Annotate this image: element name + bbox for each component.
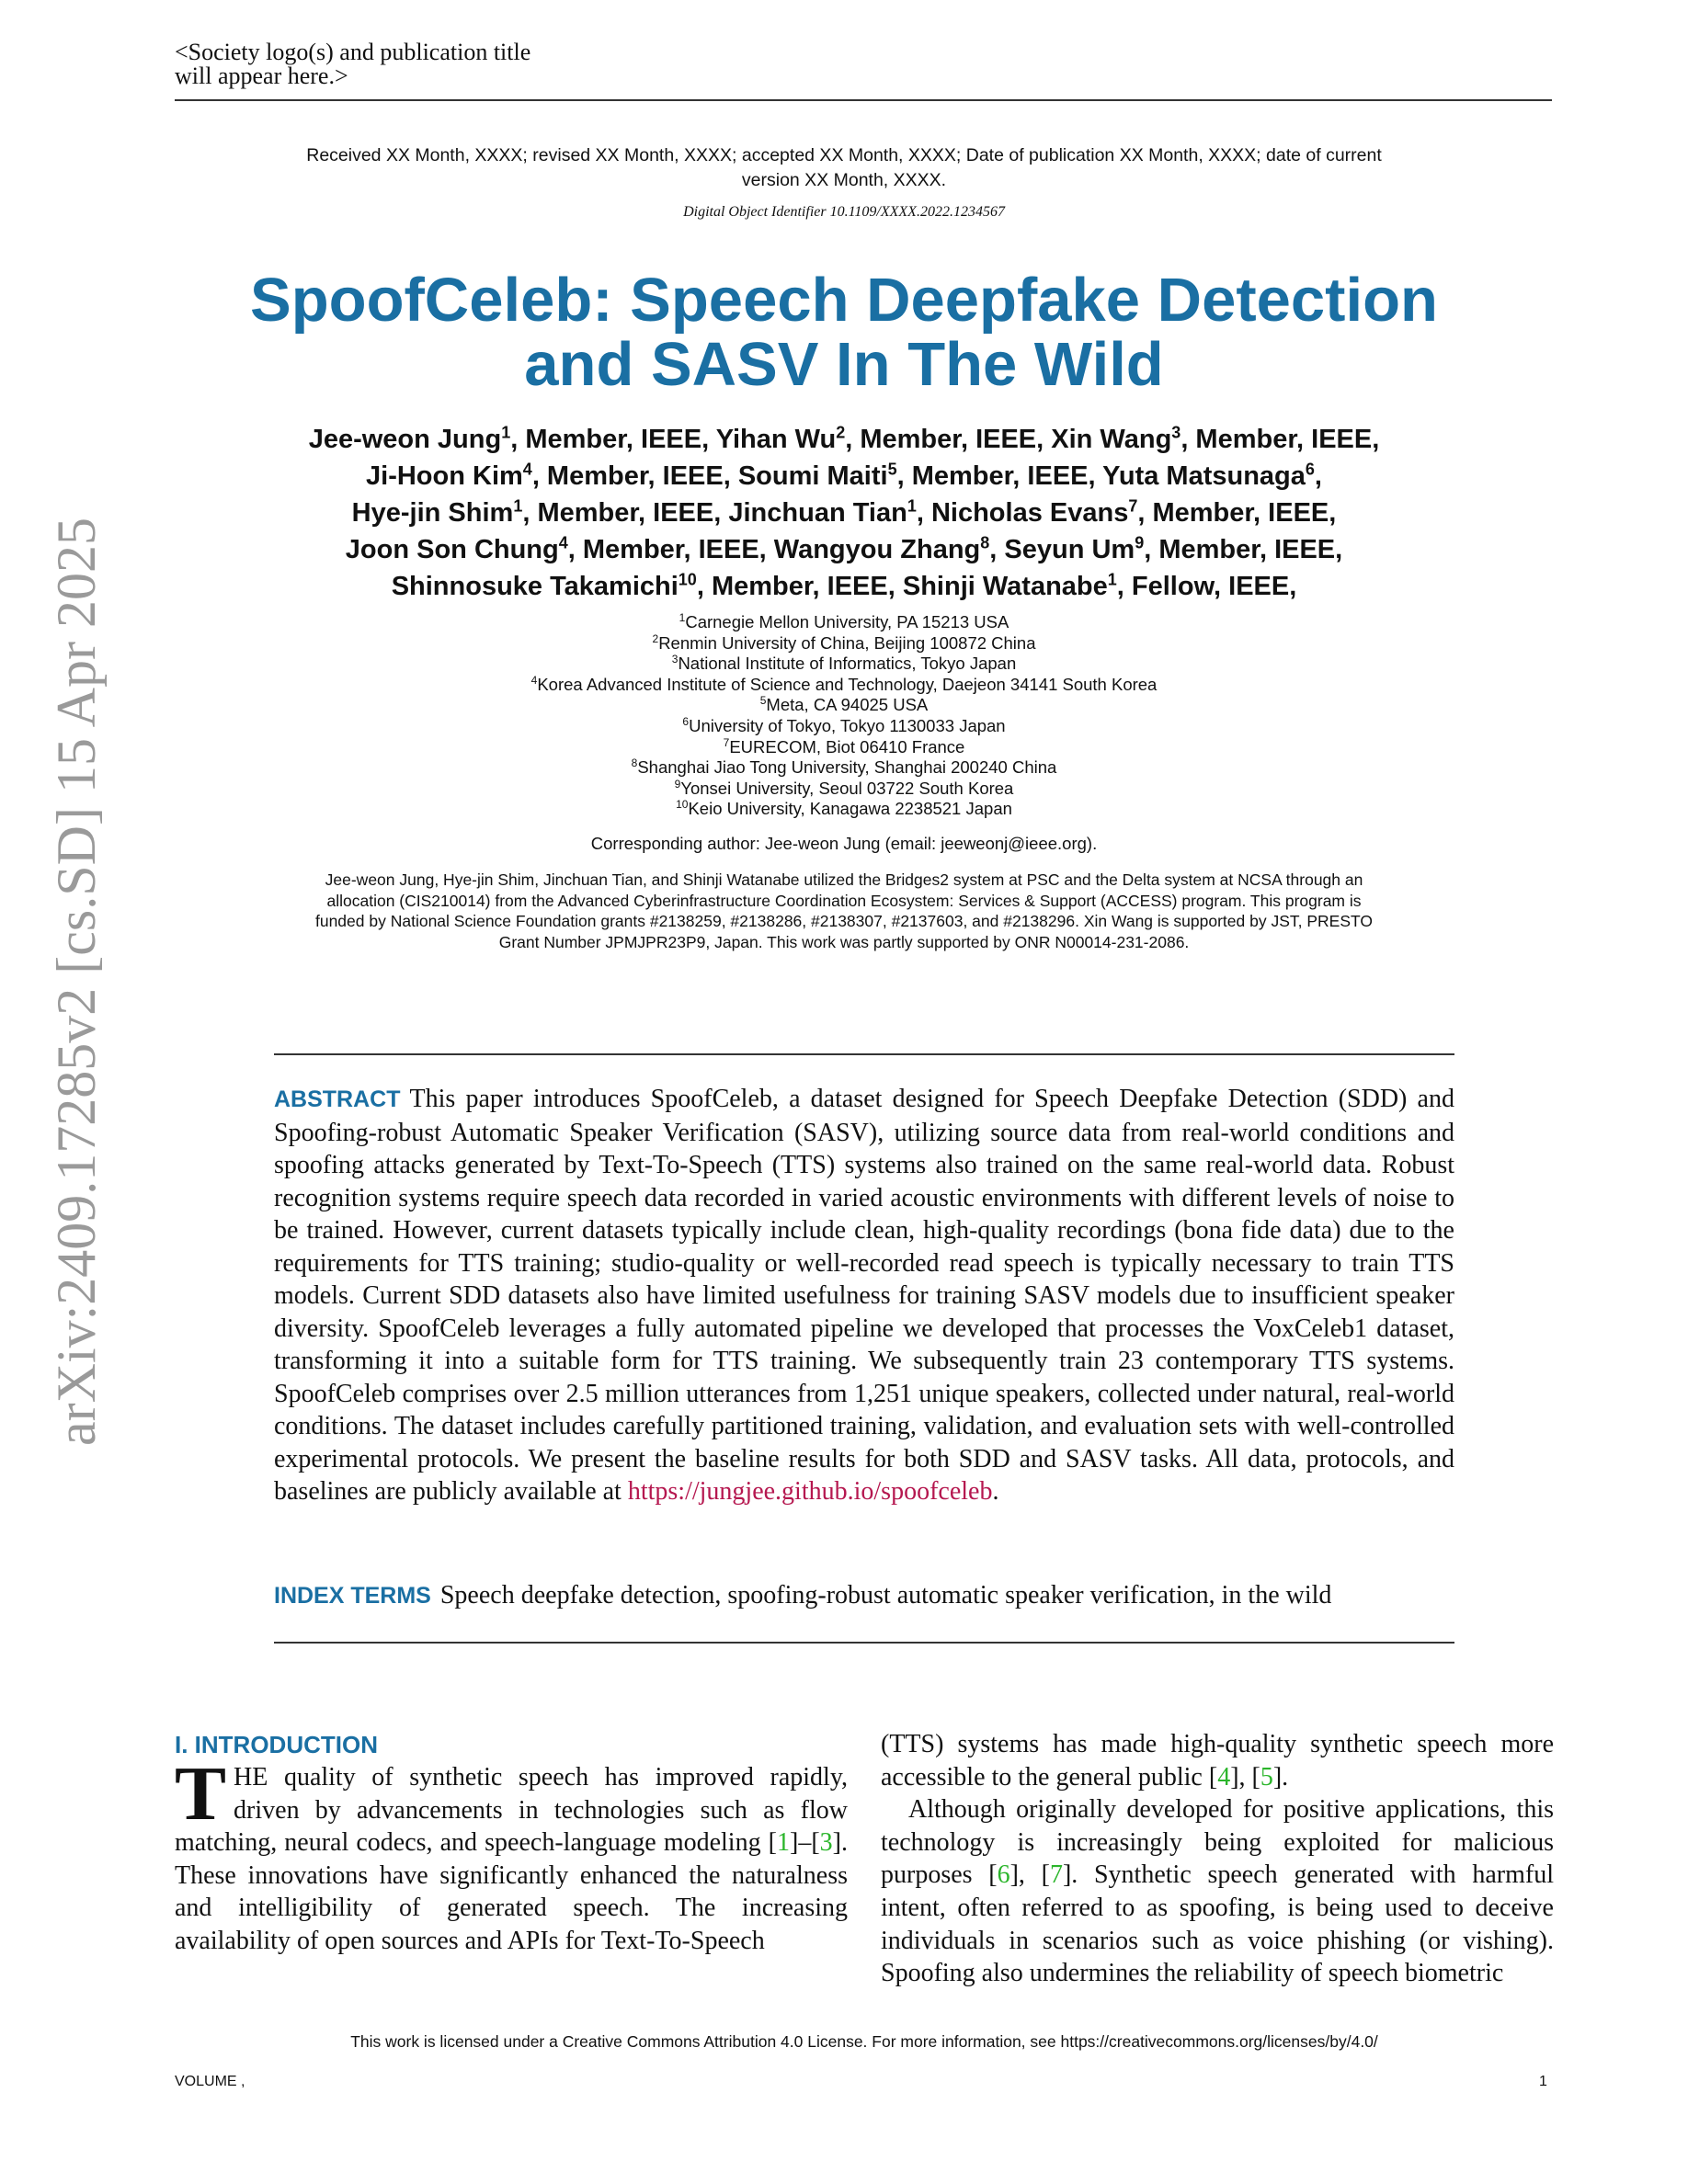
author-4: Ji-Hoon Kim$^4$, Member, IEEE,	[366, 460, 738, 491]
author-11: Wangyou Zhang$^8$,	[773, 533, 1005, 564]
author-9: Nicholas Evans$^7$, Member, IEEE,	[930, 496, 1337, 528]
affiliation: $^1$Carnegie Mellon University, PA 15213 USA	[679, 610, 1009, 631]
footer-volume: VOLUME ,	[175, 2074, 245, 2089]
paper-title: SpoofCeleb: Speech Deepfake Detection and SASV In The Wild	[250, 266, 1438, 399]
intro-text: ].	[1272, 1762, 1289, 1792]
affiliation: $^{10}$Keio University, Kanagawa 2238521 Japan	[676, 798, 1012, 819]
page-number: 1	[1539, 2074, 1547, 2089]
header-rule	[175, 99, 1552, 101]
author-2: Yihan Wu$^2$, Member, IEEE,	[715, 423, 1052, 454]
author-list	[211, 421, 1477, 605]
abstract-end: .	[992, 1477, 999, 1506]
citation-link[interactable]: 7	[1049, 1860, 1063, 1890]
header-note: <Society logo(s) and publication title will appear here.>	[175, 39, 531, 89]
author-14: Shinji Watanabe$^1$, Fellow, IEEE,	[902, 570, 1297, 601]
author-5: Soumi Maiti$^5$, Member, IEEE,	[737, 460, 1103, 491]
arxiv-stamp: arXiv:2409.17285v2 [cs.SD] 15 Apr 2025	[46, 518, 107, 1446]
citation-link[interactable]: 3	[819, 1828, 833, 1858]
affiliation: $^3$National Institute of Informatics, Tokyo Japan	[671, 653, 1017, 674]
abstract-label: ABSTRACT	[274, 1086, 401, 1112]
affiliation: $^2$Renmin University of China, Beijing 100872 China	[652, 631, 1036, 653]
intro-left-column	[175, 1751, 848, 1958]
citation-link[interactable]: 1	[777, 1828, 791, 1858]
citation-link[interactable]: 4	[1217, 1762, 1231, 1792]
affiliation: $^7$EURECOM, Biot 06410 France	[723, 735, 965, 756]
index-terms-label: INDEX TERMS	[274, 1583, 431, 1609]
project-link[interactable]: https://jungjee.github.io/spoofceleb	[627, 1477, 993, 1506]
affiliation: $^9$Yonsei University, Seoul 03722 South Korea	[674, 777, 1014, 798]
affiliation: $^5$Meta, CA 94025 USA	[759, 694, 929, 715]
intro-text: ], [	[1009, 1860, 1050, 1890]
intro-text: ]. Synthetic speech generated with harmful intent, often referred to as spoofing, is being used to deceive individuals in scenarios such as voice phishing (or vishing). Spoofing also undermines the reliability of speech biometric	[881, 1860, 1555, 1988]
intro-text: (TTS) systems has made high-quality synthetic speech more accessible to the general public [	[881, 1730, 1554, 1792]
license-note: This work is licensed under a Creative Commons Attribution 4.0 License. For more information, see https://creativecommons.org/licenses/by/4.0/	[350, 2032, 1378, 2051]
author-1: Jee-weon Jung$^1$, Member, IEEE,	[308, 423, 716, 454]
abstract	[274, 1083, 1454, 1508]
author-12: Seyun Um$^9$, Member, IEEE,	[1004, 533, 1343, 564]
corresponding-author: Corresponding author: Jee-weon Jung (email: jeeweonj@ieee.org).	[590, 834, 1098, 853]
affiliation: $^8$Shanghai Jiao Tong University, Shanghai 200240 China	[631, 756, 1057, 778]
intro-text: ]. These innovations have significantly enhanced the naturalness and intelligibility of generated speech. The increasing availability of open sources and APIs for Text-To-Speech	[175, 1828, 848, 1955]
affiliation: $^4$Korea Advanced Institute of Science and Technology, Daejeon 34141 South Korea	[530, 673, 1158, 694]
abstract-rule-top	[274, 1053, 1454, 1055]
abstract-rule-bottom	[274, 1642, 1454, 1644]
author-10: Joon Son Chung$^4$, Member, IEEE,	[345, 533, 774, 564]
affiliation: $^6$University of Tokyo, Tokyo 1130033 Japan	[682, 714, 1006, 735]
author-6: Yuta Matsunaga$^6$,	[1102, 460, 1322, 491]
doi: Digital Object Identifier 10.1109/XXXX.2022.1234567	[683, 204, 1005, 220]
author-8: Jinchuan Tian$^1$,	[728, 496, 931, 528]
author-13: Shinnosuke Takamichi$^{10}$, Member, IEEE,	[391, 570, 903, 601]
intro-text: ]–[	[790, 1828, 820, 1858]
affiliation-list	[303, 612, 1385, 820]
abstract-text: This paper introduces SpoofCeleb, a dataset designed for Speech Deepfake Detection (SDD) and Spoofing-robust Automatic Speaker Verification (SASV), utilizing source data from real-world conditions and spoofing attacks generated by Text-To-Speech (TTS) systems also trained on the same real-world data. Robust recognition systems require speech data recorded in varied acoustic environments with different levels of noise to be trained. However, current datasets typically include clean, high-quality recordings (bona fide data) due to the requirements for TTS training; studio-quality or well-recorded read speech is typically necessary to train TTS models. Current SDD datasets also have limited usefulness for training SASV models due to insufficient speaker diversity. SpoofCeleb leverages a fully automated pipeline we developed that processes the VoxCeleb1 dataset, transforming it into a suitable form for TTS training. We subsequently train 23 contemporary TTS systems. SpoofCeleb comprises over 2.5 million utterances from 1,251 unique speakers, collected under natural, real-world conditions. The dataset includes carefully partitioned training, validation, and evaluation sets with well-controlled experimental protocols. We present the baseline results for both SDD and SASV tasks. All data, protocols, and baselines are publicly available at	[274, 1085, 1454, 1506]
citation-link[interactable]: 6	[997, 1860, 1010, 1890]
intro-text: ], [	[1230, 1762, 1260, 1792]
intro-text: HE quality of synthetic speech has improved rapidly, driven by advancements in technologies such as flow matching, neural codecs, and speech-language modeling [	[175, 1763, 848, 1858]
author-3: Xin Wang$^3$, Member, IEEE,	[1051, 423, 1380, 454]
section-heading-introduction: I. INTRODUCTION	[175, 1731, 378, 1758]
intro-paragraph	[881, 1793, 1554, 1990]
intro-paragraph	[881, 1728, 1554, 1793]
received-line: Received XX Month, XXXX; revised XX Month, XXXX; accepted XX Month, XXXX; Date of publication XX Month, XXXX; date of current version XX Month, XXXX.	[306, 145, 1382, 190]
drop-cap: T	[175, 1751, 227, 1837]
citation-link[interactable]: 5	[1260, 1762, 1273, 1792]
intro-text: Although originally developed for positive applications, this technology is increasingly being exploited for malicious purposes [	[881, 1795, 1554, 1890]
author-7: Hye-jin Shim$^1$, Member, IEEE,	[351, 496, 729, 528]
index-terms-text: Speech deepfake detection, spoofing-robust automatic speaker verification, in the wild	[439, 1581, 1332, 1610]
funding-note: Jee-weon Jung, Hye-jin Shim, Jinchuan Tian, and Shinji Watanabe utilized the Bridges2 system at PSC and the Delta system at NCSA through an allocation (CIS210014) from the Advanced Cyberinfrastructure Coordination Ecosystem: Services & Support (ACCESS) program. This program is funded by National Science Foundation grants #2138259, #2138286, #2138307, #2137603, and #2138296. Xin Wang is supported by JST, PRESTO Grant Number JPMJPR23P9, Japan. This work was partly supported by ONR N00014-231-2086.	[314, 870, 1373, 951]
index-terms	[274, 1579, 1454, 1612]
intro-right-column	[881, 1728, 1554, 1990]
